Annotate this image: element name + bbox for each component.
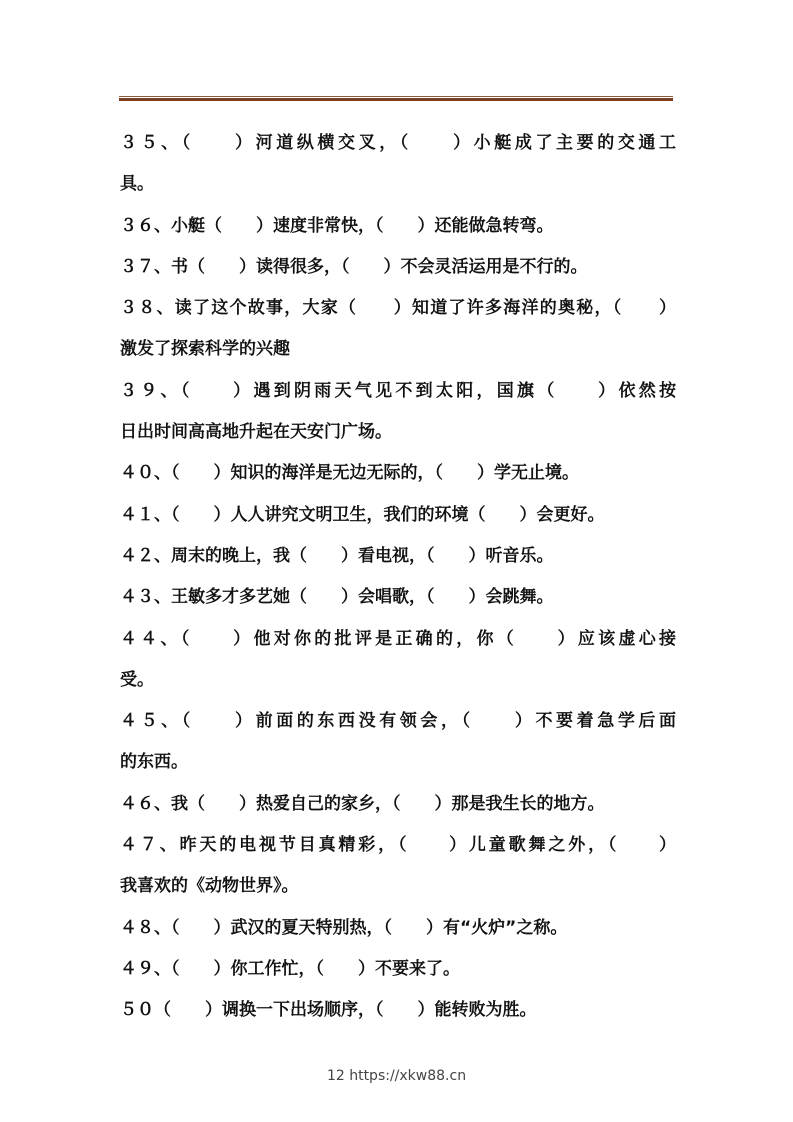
exercise-line: ４９、（ ）你工作忙，（ ）不要来了。 — [120, 958, 460, 979]
exercise-line: ４８、（ ）武汉的夏天特别热，（ ）有“火炉”之称。 — [120, 917, 568, 938]
exercise-line: ３５、（ ）河道纵横交叉，（ ）小艇成了主要的交通工 — [120, 133, 676, 153]
exercise-line: ３９、（ ）遇到阴雨天气见不到太阳，国旗（ ）依然按 — [120, 380, 676, 401]
exercise-line: 日出时间高高地升起在天安门广场。 — [120, 422, 392, 443]
exercise-line: ３６、小艇（ ）速度非常快，（ ）还能做急转弯。 — [120, 215, 554, 236]
exercise-line: ４１、（ ）人人讲究文明卫生，我们的环境（ ）会更好。 — [120, 504, 605, 525]
exercise-line: ４５、（ ）前面的东西没有领会，（ ）不要着急学后面 — [120, 711, 676, 732]
exercise-line: 具。 — [120, 174, 154, 195]
header-rule-thick-line — [119, 98, 673, 101]
exercise-line: ４６、我（ ）热爱自己的家乡，（ ）那是我生长的地方。 — [120, 793, 605, 814]
header-rule — [119, 96, 673, 102]
exercise-line: 受。 — [120, 669, 154, 690]
exercise-line: ４４、（ ）他对你的批评是正确的，你（ ）应该虚心接 — [120, 628, 676, 649]
exercise-list — [120, 123, 676, 1032]
exercise-line: 激发了探索科学的兴趣 — [120, 339, 290, 360]
exercise-line: ４０、（ ）知识的海洋是无边无际的，（ ）学无止境。 — [120, 463, 579, 484]
exercise-line: 的东西。 — [120, 752, 188, 773]
exercise-line: ５０（ ）调换一下出场顺序，（ ）能转败为胜。 — [120, 1000, 537, 1021]
exercise-line: ３８、读了这个故事，大家（ ）知道了许多海洋的奥秘，（ ） — [120, 298, 676, 319]
page-footer: 12 https://xkw88.cn — [326, 1068, 467, 1084]
header-rule-thin-line — [119, 96, 673, 97]
exercise-line: ４７、昨天的电视节目真精彩，（ ）儿童歌舞之外，（ ） — [120, 835, 676, 856]
exercise-line: ４３、王敏多才多艺她（ ）会唱歌，（ ）会跳舞。 — [120, 587, 554, 608]
exercise-line: ４２、周末的晚上，我（ ）看电视，（ ）听音乐。 — [120, 545, 554, 566]
exercise-line: ３７、书（ ）读得很多，（ ）不会灵活运用是不行的。 — [120, 256, 588, 277]
exercise-line: 我喜欢的《动物世界》。 — [120, 876, 299, 897]
